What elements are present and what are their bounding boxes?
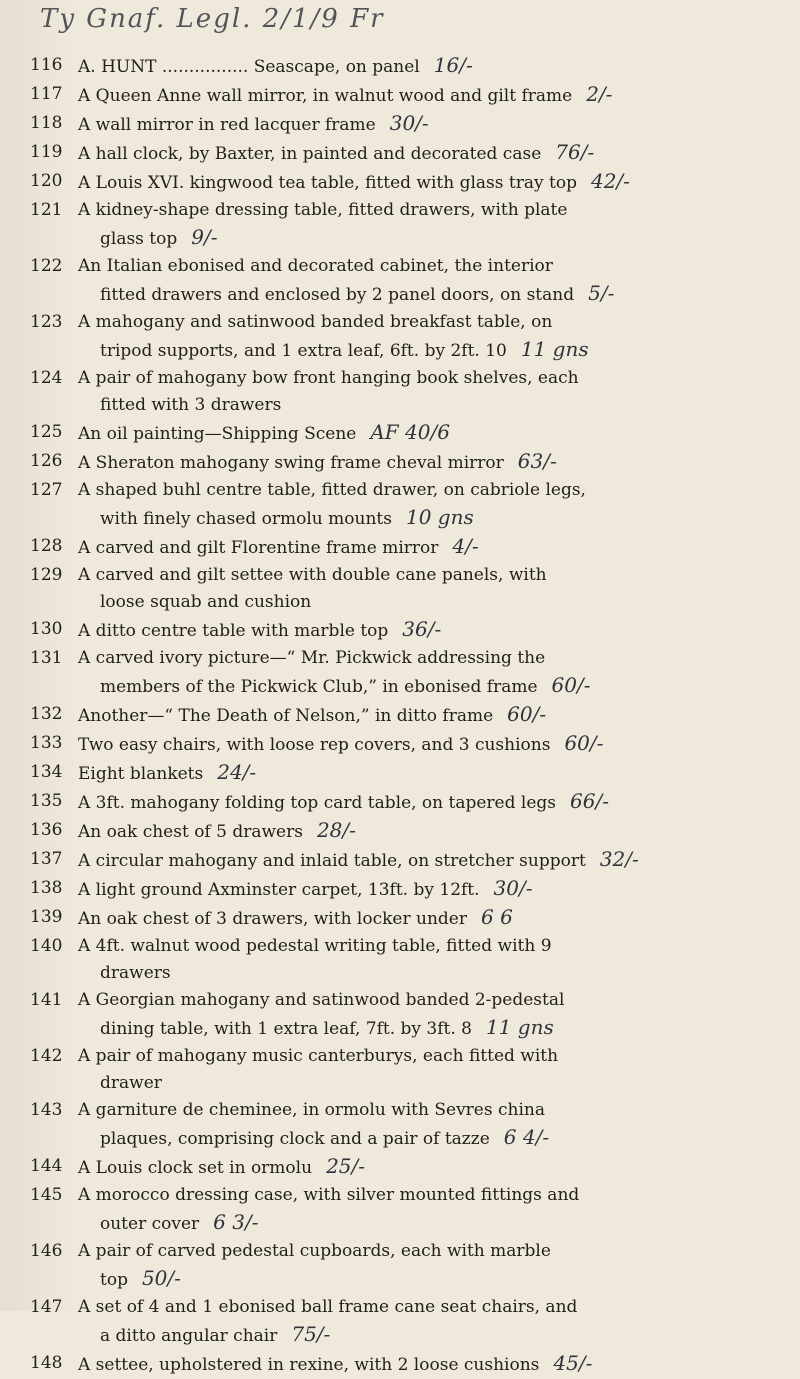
lot-number: 118 <box>30 113 63 133</box>
handwritten-price: 16/- <box>433 53 473 77</box>
handwritten-price: 66/- <box>570 789 609 813</box>
lot-number: 148 <box>30 1353 63 1373</box>
lot-number: 135 <box>30 791 63 811</box>
description-line <box>78 224 790 253</box>
lot-number: 146 <box>30 1241 63 1261</box>
description-text: dining table, with 1 extra leaf, 7ft. by 3ft. 8 <box>100 1019 472 1039</box>
lot-number: 131 <box>30 648 63 668</box>
lot-number: 128 <box>30 536 63 556</box>
lot-row <box>30 817 790 846</box>
handwritten-price: 28/- <box>316 818 356 842</box>
lot-row <box>30 788 790 817</box>
lot-number: 132 <box>30 704 63 724</box>
lot-row <box>30 730 790 759</box>
description-line <box>78 139 790 168</box>
lot-number: 127 <box>30 480 63 500</box>
description-text: A kidney-shape dressing table, fitted drawers, with plate <box>78 200 568 220</box>
lot-description <box>78 197 790 253</box>
description-text: with finely chased ormolu mounts <box>100 509 392 529</box>
description-text: A Louis XVI. kingwood tea table, fitted with glass tray top <box>78 173 577 193</box>
description-text: A circular mahogany and inlaid table, on stretcher support <box>78 851 586 871</box>
lot-number: 143 <box>30 1100 63 1120</box>
lot-number: 140 <box>30 936 63 956</box>
lot-description <box>78 730 790 759</box>
description-line <box>78 1182 790 1209</box>
description-line <box>78 392 790 419</box>
lot-description <box>78 139 790 168</box>
lot-description <box>78 168 790 197</box>
lot-description <box>78 701 790 730</box>
lot-number: 139 <box>30 907 63 927</box>
description-text: A wall mirror in red lacquer frame <box>78 115 376 135</box>
description-line <box>78 52 790 81</box>
description-line <box>78 504 790 533</box>
lot-number: 117 <box>30 84 63 104</box>
handwritten-price: 24/- <box>217 760 257 784</box>
lot-row <box>30 419 790 448</box>
lot-row <box>30 81 790 110</box>
description-text: A pair of mahogany bow front hanging book shelves, each <box>78 368 579 388</box>
lot-description <box>78 616 790 645</box>
description-text: A ditto centre table with marble top <box>78 621 389 641</box>
description-text: An oak chest of 3 drawers, with locker under <box>78 909 467 929</box>
lot-number: 126 <box>30 451 63 471</box>
lot-description <box>78 365 790 419</box>
description-text: A 3ft. mahogany folding top card table, on tapered legs <box>78 793 557 813</box>
lot-row <box>30 533 790 562</box>
description-line <box>78 1153 790 1182</box>
handwritten-price: 75/- <box>291 1322 331 1346</box>
description-text: Two easy chairs, with loose rep covers, and 3 cushions <box>78 735 551 755</box>
lot-row <box>30 139 790 168</box>
lot-number: 141 <box>30 990 63 1010</box>
lot-row <box>30 875 790 904</box>
handwritten-price: 4/- <box>452 534 479 558</box>
description-line <box>78 253 790 280</box>
description-line <box>78 1070 790 1097</box>
handwritten-price: 60/- <box>564 731 604 755</box>
lot-number: 134 <box>30 762 63 782</box>
description-line <box>78 168 790 197</box>
description-text: tripod supports, and 1 extra leaf, 6ft. by 2ft. 10 <box>100 341 507 361</box>
description-text: drawer <box>100 1073 162 1093</box>
handwritten-price: 32/- <box>599 847 639 871</box>
lot-row <box>30 562 790 616</box>
handwritten-price: 50/- <box>141 1266 181 1290</box>
description-line <box>78 309 790 336</box>
lot-row <box>30 1097 790 1153</box>
description-text: A morocco dressing case, with silver mounted fittings and <box>78 1185 580 1205</box>
handwritten-price: 9/- <box>191 225 218 249</box>
description-line <box>78 1209 790 1238</box>
description-text: plaques, comprising clock and a pair of tazze <box>100 1129 490 1149</box>
lot-row <box>30 448 790 477</box>
description-line <box>78 701 790 730</box>
description-line <box>78 1097 790 1124</box>
lot-row <box>30 253 790 309</box>
handwritten-price: 5/- <box>588 281 615 305</box>
lot-description <box>78 81 790 110</box>
lot-row <box>30 110 790 139</box>
lot-description <box>78 448 790 477</box>
description-line <box>78 1321 790 1350</box>
handwritten-price: 60/- <box>507 702 547 726</box>
description-text: fitted drawers and enclosed by 2 panel doors, on stand <box>100 285 575 305</box>
lot-row <box>30 477 790 533</box>
lot-description <box>78 253 790 309</box>
description-text: A Georgian mahogany and satinwood banded 2-pedestal <box>78 990 565 1010</box>
handwritten-header: Ty Gnaf. Legl. 2/1/9 Fr <box>40 4 385 34</box>
description-text: A. HUNT ................ Seascape, on panel <box>78 57 420 77</box>
description-text: A hall clock, by Baxter, in painted and decorated case <box>78 144 542 164</box>
description-text: An Italian ebonised and decorated cabinet, the interior <box>78 256 553 276</box>
lot-number: 123 <box>30 312 63 332</box>
lot-row <box>30 904 790 933</box>
lot-description <box>78 1153 790 1182</box>
lot-row <box>30 1153 790 1182</box>
description-line <box>78 589 790 616</box>
description-line <box>78 477 790 504</box>
handwritten-price: 6 3/- <box>213 1210 259 1234</box>
handwritten-price: 6 4/- <box>503 1125 550 1149</box>
lot-description <box>78 759 790 788</box>
lot-description <box>78 1043 790 1097</box>
lot-row <box>30 1182 790 1238</box>
description-text: a ditto angular chair <box>100 1326 278 1346</box>
description-line <box>78 933 790 960</box>
lot-number: 136 <box>30 820 63 840</box>
description-text: loose squab and cushion <box>100 592 312 612</box>
handwritten-price: 42/- <box>590 169 630 193</box>
description-text: A shaped buhl centre table, fitted drawer, on cabriole legs, <box>78 480 586 500</box>
lot-number: 133 <box>30 733 63 753</box>
description-text: A pair of mahogany music canterburys, each fitted with <box>78 1046 559 1066</box>
handwritten-price: 30/- <box>389 111 429 135</box>
lot-number: 125 <box>30 422 63 442</box>
description-line <box>78 533 790 562</box>
description-text: glass top <box>100 229 178 249</box>
lot-description <box>78 846 790 875</box>
description-text: outer cover <box>100 1214 200 1234</box>
lot-row <box>30 309 790 365</box>
lot-row <box>30 616 790 645</box>
lot-row <box>30 1043 790 1097</box>
lot-description <box>78 1097 790 1153</box>
description-text: A light ground Axminster carpet, 13ft. by 12ft. <box>78 880 480 900</box>
lot-number: 138 <box>30 878 63 898</box>
lot-row <box>30 846 790 875</box>
lot-description <box>78 645 790 701</box>
description-text: A carved ivory picture—“ Mr. Pickwick addressing the <box>78 648 546 668</box>
lot-row <box>30 52 790 81</box>
lot-row <box>30 168 790 197</box>
lot-row <box>30 933 790 987</box>
handwritten-price: 11 gns <box>520 337 589 361</box>
description-line <box>78 759 790 788</box>
description-line <box>78 875 790 904</box>
lot-description <box>78 1294 790 1350</box>
handwritten-price: AF 40/6 <box>370 420 450 444</box>
description-text: A pair of carved pedestal cupboards, each with marble <box>78 1241 551 1261</box>
lot-row <box>30 645 790 701</box>
handwritten-price: 45/- <box>553 1351 593 1375</box>
lot-number: 142 <box>30 1046 63 1066</box>
handwritten-price: 11 gns <box>485 1015 554 1039</box>
description-line <box>78 645 790 672</box>
lot-row <box>30 759 790 788</box>
lot-row <box>30 701 790 730</box>
lot-number: 147 <box>30 1297 63 1317</box>
description-text: A Queen Anne wall mirror, in walnut wood and gilt frame <box>78 86 573 106</box>
description-text: Another—“ The Death of Nelson,” in ditto frame <box>78 706 494 726</box>
description-line <box>78 562 790 589</box>
description-line <box>78 616 790 645</box>
lot-description <box>78 419 790 448</box>
lot-number: 137 <box>30 849 63 869</box>
description-text: A set of 4 and 1 ebonised ball frame cane seat chairs, and <box>78 1297 578 1317</box>
lot-row <box>30 1350 790 1379</box>
lot-number: 120 <box>30 171 63 191</box>
description-line <box>78 419 790 448</box>
description-text: members of the Pickwick Club,” in ebonised frame <box>100 677 538 697</box>
description-line <box>78 730 790 759</box>
description-text: An oak chest of 5 drawers <box>78 822 303 842</box>
handwritten-price: 10 gns <box>405 505 474 529</box>
lot-description <box>78 817 790 846</box>
handwritten-price: 30/- <box>493 876 533 900</box>
description-line <box>78 110 790 139</box>
lot-description <box>78 52 790 81</box>
lot-description <box>78 110 790 139</box>
description-line <box>78 448 790 477</box>
description-line <box>78 197 790 224</box>
description-line <box>78 1014 790 1043</box>
description-line <box>78 1238 790 1265</box>
lot-description <box>78 1182 790 1238</box>
lot-description <box>78 562 790 616</box>
description-line <box>78 365 790 392</box>
lot-number: 121 <box>30 200 63 220</box>
lot-row <box>30 1294 790 1350</box>
lot-row <box>30 1238 790 1294</box>
lot-description <box>78 904 790 933</box>
lot-number: 116 <box>30 55 63 75</box>
description-text: A 4ft. walnut wood pedestal writing table, fitted with 9 <box>78 936 552 956</box>
description-line <box>78 987 790 1014</box>
handwritten-price: 76/- <box>555 140 595 164</box>
description-text: fitted with 3 drawers <box>100 395 282 415</box>
description-line <box>78 904 790 933</box>
lot-number: 129 <box>30 565 63 585</box>
lot-description <box>78 788 790 817</box>
description-text: A Sheraton mahogany swing frame cheval mirror <box>78 453 504 473</box>
lot-list <box>30 52 790 1379</box>
description-text: A settee, upholstered in rexine, with 2 loose cushions <box>78 1355 540 1375</box>
description-text: A Louis clock set in ormolu <box>78 1158 313 1178</box>
description-text: top <box>100 1270 128 1290</box>
lot-description <box>78 477 790 533</box>
handwritten-price: 6 6 <box>480 905 513 929</box>
lot-number: 130 <box>30 619 63 639</box>
handwritten-price: 2/- <box>586 82 613 106</box>
description-text: An oil painting—Shipping Scene <box>78 424 357 444</box>
description-line <box>78 1043 790 1070</box>
description-text: Eight blankets <box>78 764 204 784</box>
description-line <box>78 280 790 309</box>
lot-number: 124 <box>30 368 63 388</box>
handwritten-price: 60/- <box>551 673 591 697</box>
lot-description <box>78 875 790 904</box>
lot-description <box>78 1350 790 1379</box>
lot-number: 145 <box>30 1185 63 1205</box>
description-text: A carved and gilt Florentine frame mirror <box>78 538 439 558</box>
description-line <box>78 1265 790 1294</box>
lot-description <box>78 987 790 1043</box>
lot-row <box>30 365 790 419</box>
lot-description <box>78 933 790 987</box>
description-line <box>78 960 790 987</box>
description-text: drawers <box>100 963 171 983</box>
lot-row <box>30 987 790 1043</box>
description-line <box>78 336 790 365</box>
lot-number: 122 <box>30 256 63 276</box>
description-line <box>78 817 790 846</box>
lot-description <box>78 309 790 365</box>
description-line <box>78 1294 790 1321</box>
description-line <box>78 846 790 875</box>
lot-description <box>78 533 790 562</box>
lot-number: 119 <box>30 142 63 162</box>
description-text: A carved and gilt settee with double cane panels, with <box>78 565 547 585</box>
description-line <box>78 672 790 701</box>
description-line <box>78 788 790 817</box>
handwritten-price: 25/- <box>326 1154 366 1178</box>
lot-row <box>30 197 790 253</box>
lot-number: 144 <box>30 1156 63 1176</box>
handwritten-price: 63/- <box>517 449 557 473</box>
description-line <box>78 1124 790 1153</box>
description-text: A garniture de cheminee, in ormolu with Sevres china <box>78 1100 545 1120</box>
description-line <box>78 1350 790 1379</box>
description-line <box>78 81 790 110</box>
handwritten-price: 36/- <box>402 617 442 641</box>
lot-description <box>78 1238 790 1294</box>
description-text: A mahogany and satinwood banded breakfast table, on <box>78 312 553 332</box>
